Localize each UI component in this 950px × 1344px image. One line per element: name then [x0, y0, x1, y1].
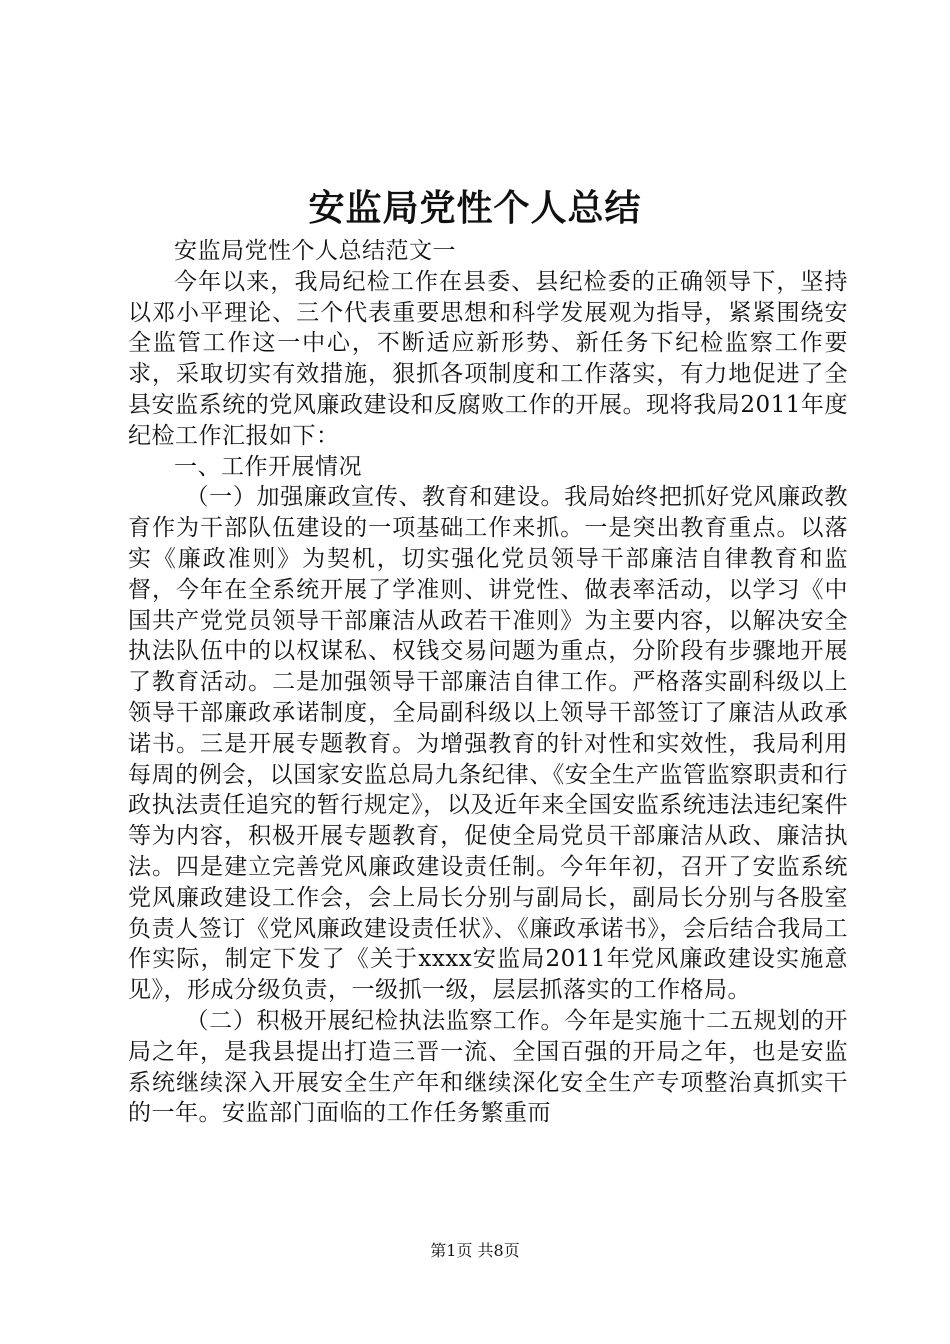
body-paragraph: （一）加强廉政宣传、教育和建设。我局始终把抓好党风廉政教育作为干部队伍建设的一项基础工作来抓。一是突出教育重点。以落实《廉政准则》为契机，切实强化党员领导干部廉洁自律教育和监督，今年在全系统开展了学准则、讲党性、做表率活动，以学习《中国共产党党员领导干部廉洁从政若干准则》为主要内容，以解决安全执法队伍中的以权谋私、权钱交易问题为重点，分阶段有步骤地开展了教育活动。二是加强领导干部廉洁自律工作。严格落实副科级以上领导干部廉政承诺制度，全局副科级以上领导干部签订了廉洁从政承诺书。三是开展专题教育。为增强教育的针对性和实效性，我局利用每周的例会，以国家安监总局九条纪律、《安全生产监管监察职责和行政执法责任追究的暂行规定》，以及近年来全国安监系统违法违纪案件等为内容，积极开展专题教育，促使全局党员干部廉洁从政、廉洁执法。四是建立完善党风廉政建设责任制。今年年初，召开了安监系统党风廉政建设工作会，会上局长分别与副局长，副局长分别与各股室负责人签订《党风廉政建设责任状》、《廉政承诺书》，会后结合我局工作实际，制定下发了《关于xxxx安监局2011年党风廉政建设实施意见》，形成分级负责，一级抓一级，层层抓落实的工作格局。 — [128, 484, 848, 1004]
body-paragraph: （二）积极开展纪检执法监察工作。今年是实施十二五规划的开局之年，是我县提出打造三晋一流、全国百强的开局之年，也是安监系统继续深入开展安全生产年和继续深化安全生产专项整治真抓实干的一年。安监部门面临的工作任务繁重而 — [128, 1007, 848, 1127]
page-footer: 第1页 共8页 — [430, 1241, 520, 1260]
subtitle-paragraph: 安监局党性个人总结范文一 — [174, 238, 456, 264]
section-heading: 一、工作开展情况 — [174, 453, 362, 480]
document-title: 安监局党性个人总结 — [308, 187, 642, 229]
intro-paragraph: 今年以来，我局纪检工作在县委、县纪检委的正确领导下，坚持以邓小平理论、三个代表重要思想和科学发展观为指导，紧紧围绕安全监管工作这一中心，不断适应新形势、新任务下纪检监察工作要求，采取切实有效措施，狠抓各项制度和工作落实，有力地促进了全县安监系统的党风廉政建设和反腐败工作的开展。现将我局2011年度纪检工作汇报如下： — [128, 268, 848, 449]
document-body — [128, 236, 848, 1129]
